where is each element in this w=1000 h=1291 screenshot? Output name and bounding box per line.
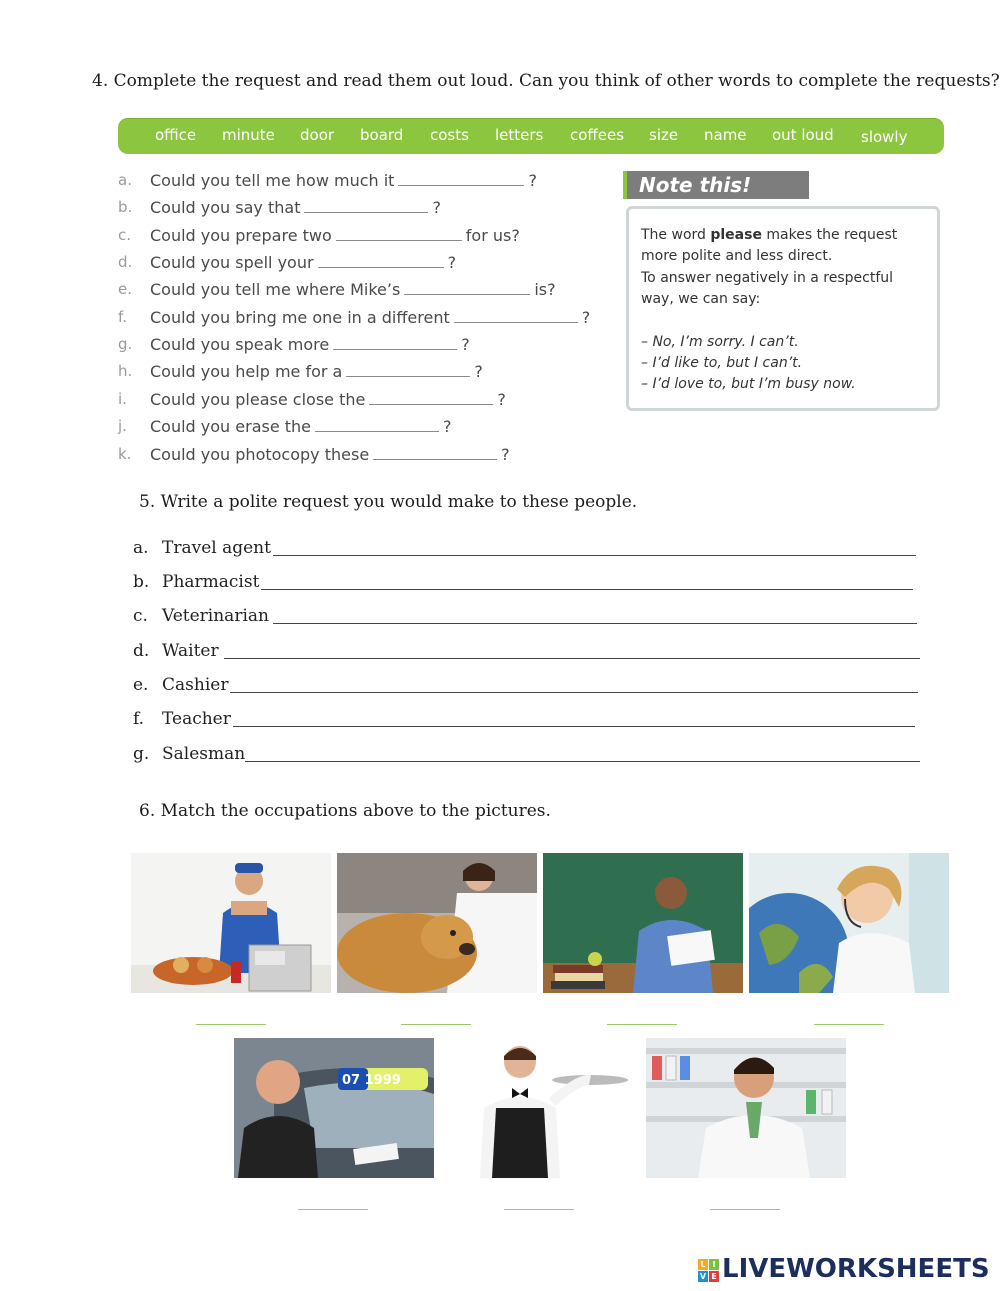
item-letter: j. — [118, 417, 127, 435]
note-line: To answer negatively in a respectful — [641, 270, 894, 286]
answer-blank[interactable] — [454, 308, 578, 323]
answer-blank[interactable] — [814, 1024, 884, 1025]
item-text-after: is? — [534, 280, 556, 299]
answer-blank[interactable] — [315, 417, 439, 432]
note-title-banner — [623, 171, 809, 199]
answer-blank[interactable] — [607, 1024, 677, 1025]
word-bank-item[interactable]: letters — [495, 126, 544, 144]
occupation-label: Veterinarian — [162, 606, 269, 626]
item-text-after: ? — [501, 445, 510, 464]
item-text: Could you spell your — [150, 253, 314, 272]
item-letter: f. — [133, 709, 145, 729]
occupation-label: Cashier — [162, 675, 229, 695]
answer-line[interactable] — [261, 589, 913, 590]
note-example: – I’d love to, but I’m busy now. — [641, 376, 856, 392]
item-text: Could you say that — [150, 198, 301, 217]
answer-line[interactable] — [230, 692, 918, 693]
item-letter: a. — [118, 171, 132, 189]
item-text: Could you speak more — [150, 335, 330, 354]
item-text-after: ? — [581, 308, 591, 327]
answer-blank[interactable] — [196, 1024, 266, 1025]
word-bank-item[interactable]: slowly — [861, 128, 908, 146]
item-text-after: ? — [528, 171, 537, 190]
occupation-label: Salesman — [162, 744, 246, 764]
word-bank-item[interactable]: board — [360, 126, 404, 144]
answer-blank[interactable] — [318, 253, 444, 268]
item-text-after: ? — [432, 198, 441, 217]
salesman-photo — [234, 1038, 434, 1178]
item-text-after: ? — [497, 390, 506, 409]
answer-line[interactable] — [245, 761, 920, 762]
item-letter: a. — [133, 538, 149, 558]
answer-blank[interactable] — [373, 445, 497, 460]
item-letter: c. — [133, 606, 148, 626]
veterinarian-photo — [337, 853, 537, 993]
answer-blank[interactable] — [404, 280, 530, 295]
item-text-after: ? — [443, 417, 452, 436]
answer-blank[interactable] — [333, 335, 457, 350]
item-letter: e. — [133, 675, 149, 695]
word-bank-item[interactable]: coffees — [570, 126, 625, 144]
item-text-after: for us? — [465, 226, 520, 245]
answer-blank[interactable] — [336, 226, 462, 241]
item-text: Could you erase the — [150, 417, 312, 436]
logo-icon: L I V E — [698, 1259, 720, 1283]
item-letter: f. — [118, 308, 127, 326]
item-text-after: ? — [461, 335, 470, 354]
answer-line[interactable] — [233, 726, 915, 727]
item-text: Could you please close the — [150, 390, 366, 409]
occupation-label: Waiter — [162, 641, 219, 661]
note-title: Note this! — [639, 173, 752, 197]
note-line: way, we can say: — [641, 291, 761, 307]
note-example: – I’d like to, but I can’t. — [641, 355, 803, 371]
answer-blank[interactable] — [710, 1209, 780, 1210]
item-text: Could you bring me one in a different — [150, 308, 450, 327]
word-bank-item[interactable]: size — [649, 126, 679, 144]
note-line: more polite and less direct. — [641, 248, 833, 264]
item-letter: c. — [118, 226, 132, 244]
note-keyword: please — [710, 227, 762, 243]
word-bank — [118, 118, 944, 154]
answer-blank[interactable] — [369, 390, 493, 405]
note-line: The word please makes the request — [641, 227, 898, 243]
occupation-label: Pharmacist — [162, 572, 260, 592]
answer-blank[interactable] — [298, 1209, 368, 1210]
word-bank-item[interactable]: minute — [222, 126, 275, 144]
word-bank-item[interactable]: costs — [430, 126, 469, 144]
item-letter: k. — [118, 445, 132, 463]
item-text: Could you tell me where Mike’s — [150, 280, 401, 299]
item-text: Could you tell me how much it — [150, 171, 395, 190]
answer-blank[interactable] — [346, 362, 470, 377]
occupation-label: Travel agent — [162, 538, 271, 558]
item-text-after: ? — [447, 253, 457, 272]
item-letter: b. — [133, 572, 150, 592]
logo-text: LIVEWORKSHEETS — [722, 1254, 990, 1284]
item-letter: b. — [118, 198, 133, 216]
word-bank-item[interactable]: name — [704, 126, 747, 144]
item-text: Could you prepare two — [150, 226, 332, 245]
waiter-photo — [440, 1038, 640, 1178]
occupation-label: Teacher — [162, 709, 231, 729]
answer-blank[interactable] — [304, 198, 428, 213]
item-letter: d. — [118, 253, 133, 271]
item-letter: g. — [118, 335, 133, 353]
item-letter: g. — [133, 744, 150, 764]
answer-blank[interactable] — [398, 171, 524, 186]
exercise-6-title: 6. Match the occupations above to the pictures. — [139, 801, 551, 821]
item-text-after: ? — [474, 362, 483, 381]
price-sign-text: 07 1999 — [342, 1073, 401, 1088]
note-example: – No, I’m sorry. I can’t. — [641, 334, 799, 350]
travel-agent-photo — [749, 853, 949, 993]
word-bank-item[interactable]: out loud — [772, 126, 834, 144]
exercise-5-title: 5. Write a polite request you would make to these people. — [139, 492, 638, 512]
item-letter: d. — [133, 641, 150, 661]
word-bank-item[interactable]: door — [300, 126, 335, 144]
teacher-photo — [543, 853, 743, 993]
word-bank-item[interactable]: office — [155, 126, 197, 144]
note-box — [626, 206, 940, 411]
answer-line[interactable] — [273, 623, 917, 624]
answer-blank[interactable] — [401, 1024, 471, 1025]
answer-line[interactable] — [224, 658, 920, 659]
answer-line[interactable] — [273, 555, 916, 556]
item-text: Could you photocopy these — [150, 445, 370, 464]
item-letter: h. — [118, 362, 133, 380]
item-letter: e. — [118, 280, 132, 298]
cashier-photo — [131, 853, 331, 993]
answer-blank[interactable] — [504, 1209, 574, 1210]
item-letter: i. — [118, 390, 127, 408]
exercise-4-title: 4. Complete the request and read them out loud. Can you think of other words to complete the requests? — [92, 71, 1000, 91]
pharmacist-photo — [646, 1038, 846, 1178]
item-text: Could you help me for a — [150, 362, 343, 381]
